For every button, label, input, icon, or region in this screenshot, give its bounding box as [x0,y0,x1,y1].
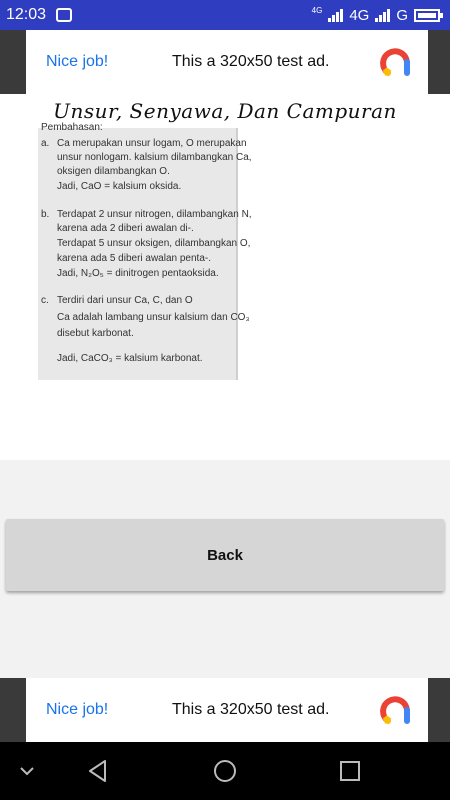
content-area [0,122,450,460]
ad-banner-bottom[interactable] [0,678,450,742]
adsense-logo-icon[interactable] [380,46,412,78]
chevron-down-icon[interactable] [12,756,42,786]
screenshot-icon [56,8,72,22]
scan-heading: Pembahasan: [41,122,103,133]
button-area [0,460,450,678]
status-bar [0,0,450,30]
ad-nice-job[interactable]: Nice job! [46,53,109,70]
scanned-solution-image: Pembahasan: a. Ca merupakan unsur logam, O merupakan unsur nonlogam. kalsium dilambangkan Ca, oksigen dilambangkan O. Jadi, CaO = kalsium oksida. b. Terdapat 2 unsur nitrogen, dilambangkan N, karena ada 2 diberi awalan di-. Terdapat 5 unsur oksigen, dilambangkan O, karena ada 5 diberi awalan penta-. Jadi, N₂O₅ = dinitrogen pentaoksida. c. Terdiri dari unsur Ca, C, dan O Ca adalah lambang unsur kalsium dan CO₃ disebut karbonat. Jadi, CaCO₃ = kalsium karbonat. [38,128,238,380]
ad-nice-job[interactable]: Nice job! [46,701,109,718]
back-triangle-icon[interactable] [84,756,114,786]
ad-card[interactable] [26,30,428,94]
status-time: 12:03 [6,6,47,23]
ad-banner-top[interactable] [0,30,450,94]
carrier-label: G [396,6,408,24]
battery-icon [414,9,440,22]
page-title: Unsur, Senyawa, Dan Campuran [0,94,450,128]
home-circle-icon[interactable] [210,756,240,786]
back-button[interactable]: Back [6,519,444,591]
ad-text[interactable]: This a 320x50 test ad. [172,53,330,70]
recents-square-icon[interactable] [335,756,365,786]
navigation-bar [0,742,450,800]
ad-card[interactable] [26,678,428,742]
adsense-logo-icon[interactable] [380,694,412,726]
status-icons [312,0,440,30]
network-small-label: 4G [311,6,323,15]
signal-icon-2 [375,8,390,22]
network-label: 4G [349,6,370,24]
ad-text[interactable]: This a 320x50 test ad. [172,701,330,718]
signal-icon [328,8,343,22]
